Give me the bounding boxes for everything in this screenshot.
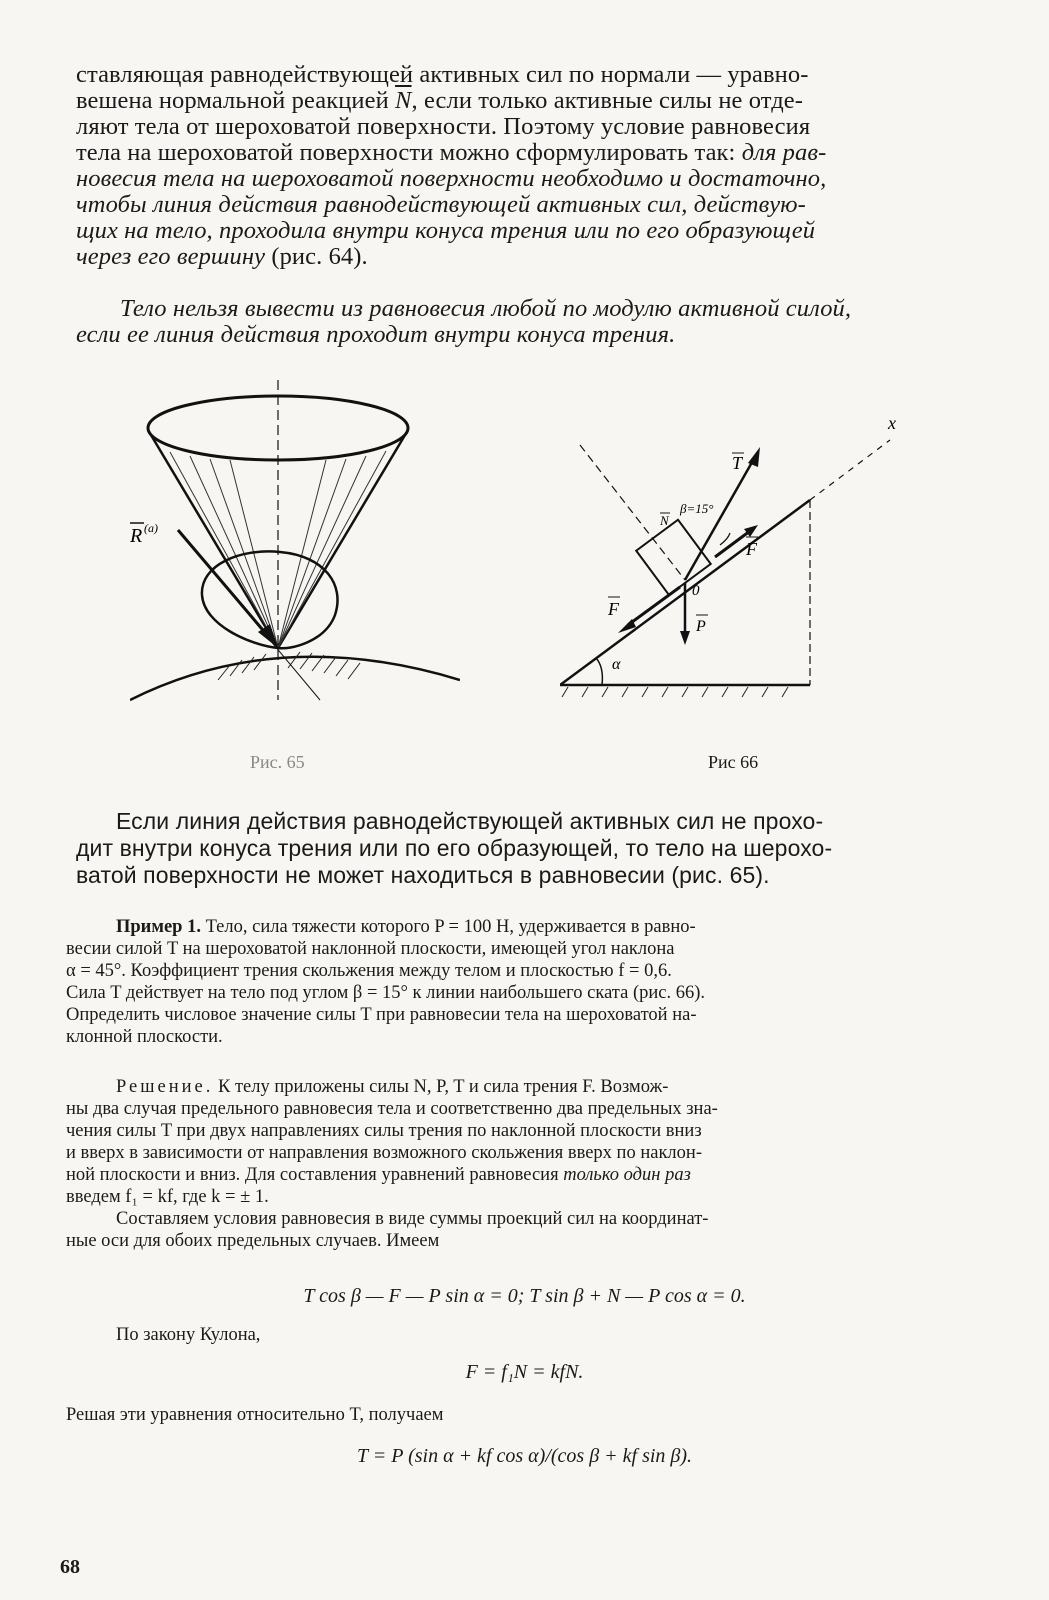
second-paragraph: [76, 296, 966, 348]
text-line: ставляющая равнодействующей активных сил по нормали — уравно-: [76, 61, 809, 88]
text-line: [76, 140, 966, 166]
label-f-up: F: [746, 539, 757, 559]
text-line: чтобы линия действия равнодействующей активных сил, действую-: [76, 191, 806, 218]
figure-65-caption: Рис. 65: [250, 752, 305, 772]
solution-block: [66, 1076, 966, 1252]
coulomb-equation: F = f₁N = kfN.: [465, 1361, 584, 1383]
text-line: клонной плоскости.: [66, 1027, 223, 1047]
page-number: 68: [60, 1556, 80, 1578]
label-f-down: F: [608, 599, 619, 619]
text-span: вешена нормальной реакцией: [76, 87, 396, 114]
text-line: если ее линия действия проходит внутри конуса трения.: [76, 321, 676, 348]
top-paragraph: [76, 62, 966, 270]
solving-text: Решая эти уравнения относительно T, получаем: [66, 1405, 444, 1425]
text-line: дит внутри конуса трения или по его образующей, то тело на шерохо-: [76, 835, 833, 861]
figure-66-caption: Рис 66: [708, 752, 759, 772]
solution-heading: Решение.: [116, 1077, 214, 1097]
text-line: Определить числовое значение силы T при равновесии тела на шероховатой на-: [66, 1005, 697, 1025]
text-line: ляют тела от шероховатой поверхности. Поэтому условие равновесия: [76, 113, 811, 140]
cone-generator-right: [278, 430, 408, 648]
figure-inclined-plane: [560, 405, 920, 715]
x-axis: [810, 440, 890, 500]
label-beta: β=15°: [680, 501, 714, 516]
text-line: ные оси для обоих предельных случаев. Имеем: [66, 1231, 440, 1251]
example-block: [66, 916, 966, 1048]
label-p: P: [696, 618, 706, 635]
text-line: чения силы T при двух направлениях силы трения по наклонной плоскости вниз: [66, 1121, 702, 1141]
label-r: R: [130, 525, 143, 547]
italic-span: только один раз: [563, 1165, 691, 1185]
text-line: щих на тело, проходила внутри конуса трения или по его образующей: [76, 217, 816, 244]
label-alpha: α: [612, 656, 621, 673]
text-span: Тело, сила тяжести которого P = 100 Н, удерживается в равно-: [200, 917, 696, 937]
text-line: новесия тела на шероховатой поверхности необходимо и достаточно,: [76, 165, 827, 192]
text-span: ной плоскости и вниз. Для составления уравнений равновесия: [66, 1165, 564, 1185]
example-heading: Пример 1.: [116, 917, 201, 937]
text-line: α = 45°. Коэффициент трения скольжения между телом и плоскостью f = 0,6.: [66, 961, 672, 981]
alpha-arc: [596, 658, 602, 685]
text-line: ватой поверхности не может находиться в равновесии (рис. 65).: [76, 862, 770, 888]
result-equation: T = P (sin α + kf cos α)/(cos β + kf sin β).: [356, 1445, 693, 1467]
text-line: Тело нельзя вывести из равновесия любой по модулю активной силой,: [120, 295, 852, 322]
text-span: тела на шероховатой поверхности можно сформулировать так:: [76, 139, 742, 166]
label-t: T: [732, 453, 743, 473]
rough-surface-arc: [130, 657, 460, 700]
text-line: весии силой T на шероховатой наклонной плоскости, имеющей угол наклона: [66, 939, 675, 959]
label-r-sup: (a): [144, 521, 158, 535]
equilibrium-equations: T cos β — F — P sin α = 0; T sin β + N — P cos α = 0.: [303, 1285, 746, 1307]
text-line: и вверх в зависимости от направления возможного скольжения вверх по наклон-: [66, 1143, 702, 1163]
tension-force-arrow: [685, 457, 755, 580]
text-line: Сила T действует на тело под углом β = 15° к линии наибольшего ската (рис. 66).: [66, 983, 706, 1003]
label-n: N: [660, 513, 669, 528]
italic-span: для рав-: [741, 139, 827, 166]
arrowhead: [680, 631, 690, 645]
italic-span: через его вершину: [76, 243, 266, 270]
text-span: К телу приложены силы N, P, T и сила трения F. Возмож-: [213, 1077, 669, 1097]
cone-generator-left: [148, 430, 278, 648]
third-paragraph: [76, 808, 966, 889]
text-span: (рис. 64).: [265, 243, 368, 270]
text-line: [76, 244, 966, 270]
label-x: x: [888, 413, 896, 433]
text-line: [76, 88, 966, 114]
text-line: [66, 1164, 966, 1186]
coulomb-text: По закону Кулона,: [116, 1325, 261, 1345]
friction-down-arrow: [628, 587, 680, 625]
text-line: Составляем условия равновесия в виде суммы проекций сил на координат-: [116, 1209, 709, 1229]
text-span: , если только активные силы не отде-: [411, 87, 804, 114]
vector-n: $\overline{N}$: [395, 87, 412, 114]
text-line: ны два случая предельного равновесия тела и соответственно два предельных зна-: [66, 1099, 718, 1119]
text-line: Если линия действия равнодействующей активных сил не прохо-: [116, 808, 824, 834]
label-o: 0: [692, 583, 700, 599]
text-line: введем f₁ = kf, где k = ± 1.: [66, 1187, 269, 1207]
beta-arc: [720, 533, 730, 545]
text-line: [66, 1076, 966, 1098]
figure-friction-cone: [130, 380, 460, 710]
friction-up-arrow: [715, 531, 750, 557]
text-line: [66, 916, 966, 938]
